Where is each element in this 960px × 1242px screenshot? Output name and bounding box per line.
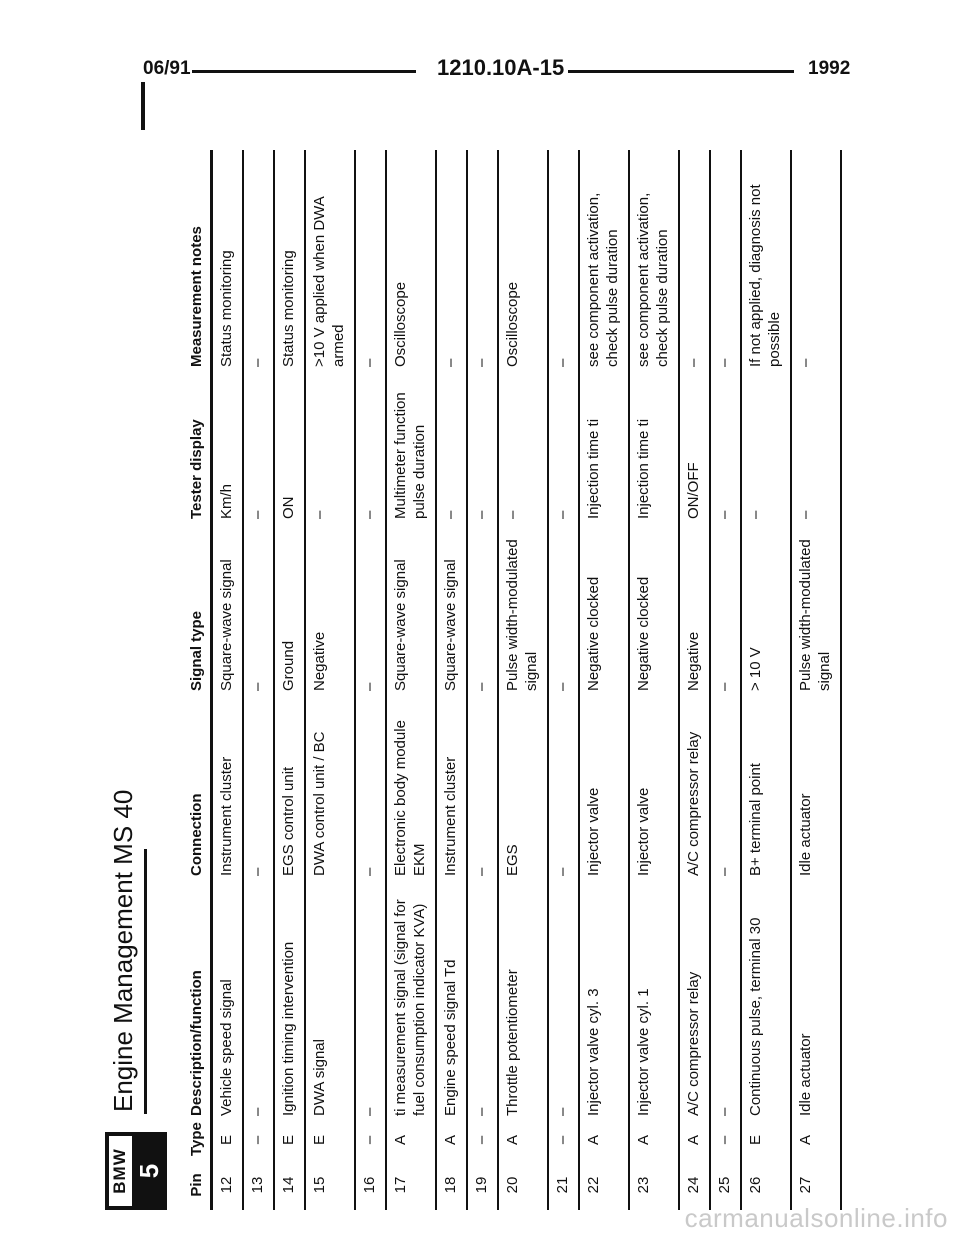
cell-pin: 27: [791, 1160, 841, 1210]
table-row: [791, 150, 841, 1210]
cell-description: Injector valve cyl. 1: [629, 880, 679, 1120]
cell-measurement-notes: –: [243, 150, 274, 371]
cell-measurement-notes: –: [436, 150, 467, 371]
cell-type: –: [355, 1120, 386, 1160]
cell-tester-display: Injection time ti: [629, 371, 679, 523]
cell-description: –: [710, 880, 741, 1120]
header-doc-code: 1210.10A-15: [437, 55, 565, 80]
cell-tester-display: Km/h: [212, 371, 244, 523]
cell-connection: Idle actuator: [791, 695, 841, 880]
cell-pin: 15: [305, 1160, 355, 1210]
cell-description: ti measurement signal (signal for fuel consumption indicator KVA): [386, 880, 436, 1120]
col-header-description: Description/function: [185, 880, 212, 1120]
cell-type: –: [467, 1120, 498, 1160]
cell-description: Engine speed signal Td: [436, 880, 467, 1120]
cell-measurement-notes: –: [791, 150, 841, 371]
cell-measurement-notes: see component activation, check pulse duration: [579, 150, 629, 371]
page-header: [0, 0, 960, 110]
cell-tester-display: –: [355, 371, 386, 523]
cell-type: A: [629, 1120, 679, 1160]
cell-measurement-notes: –: [467, 150, 498, 371]
table-row: [710, 150, 741, 1210]
cell-pin: 22: [579, 1160, 629, 1210]
cell-tester-display: –: [305, 371, 355, 523]
cell-signal-type: Negative clocked: [629, 523, 679, 695]
cell-tester-display: –: [467, 371, 498, 523]
cell-description: Injector valve cyl. 3: [579, 880, 629, 1120]
cell-pin: 25: [710, 1160, 741, 1210]
cell-tester-display: ON/OFF: [679, 371, 710, 523]
cell-signal-type: –: [710, 523, 741, 695]
cell-measurement-notes: Status monitoring: [274, 150, 305, 371]
cell-tester-display: –: [791, 371, 841, 523]
cell-connection: –: [243, 695, 274, 880]
cell-signal-type: Pulse width-modulated signal: [791, 523, 841, 695]
table-row: [274, 150, 305, 1210]
bmw-series-logo: [105, 1132, 167, 1210]
cell-measurement-notes: –: [679, 150, 710, 371]
cell-description: Ignition timing intervention: [274, 880, 305, 1120]
table-row: [305, 150, 355, 1210]
table-row: [243, 150, 274, 1210]
cell-connection: –: [355, 695, 386, 880]
cell-connection: Injector valve: [579, 695, 629, 880]
table-row: [629, 150, 679, 1210]
cell-pin: 12: [212, 1160, 244, 1210]
cell-description: Idle actuator: [791, 880, 841, 1120]
cell-type: A: [791, 1120, 841, 1160]
cell-signal-type: Ground: [274, 523, 305, 695]
title-underline: [144, 849, 147, 1114]
cell-description: Continuous pulse, terminal 30: [741, 880, 791, 1120]
cell-pin: 26: [741, 1160, 791, 1210]
col-header-signal-type: Signal type: [185, 523, 212, 695]
col-header-tester-display: Tester display: [185, 371, 212, 523]
cell-connection: EGS: [498, 695, 548, 880]
cell-pin: 14: [274, 1160, 305, 1210]
col-header-measurement-notes: Measurement notes: [185, 150, 212, 371]
cell-signal-type: Square-wave signal: [386, 523, 436, 695]
cell-measurement-notes: see component activation, check pulse duration: [629, 150, 679, 371]
cell-description: Throttle potentiometer: [498, 880, 548, 1120]
cell-connection: Electronic body module EKM: [386, 695, 436, 880]
cell-signal-type: –: [243, 523, 274, 695]
table-row: [467, 150, 498, 1210]
cell-measurement-notes: If not applied, diagnosis not possible: [741, 150, 791, 371]
cell-measurement-notes: –: [548, 150, 579, 371]
table-row: [386, 150, 436, 1210]
cell-description: –: [548, 880, 579, 1120]
margin-bar: [141, 82, 145, 130]
cell-pin: 20: [498, 1160, 548, 1210]
watermark-text: carmanualsonline.info: [684, 1203, 948, 1233]
cell-connection: EGS control unit: [274, 695, 305, 880]
cell-type: E: [212, 1120, 244, 1160]
cell-type: A: [436, 1120, 467, 1160]
cell-signal-type: –: [467, 523, 498, 695]
cell-connection: A/C compressor relay: [679, 695, 710, 880]
cell-connection: B+ terminal point: [741, 695, 791, 880]
rotated-page: [100, 130, 833, 1210]
cell-pin: 16: [355, 1160, 386, 1210]
cell-description: A/C compressor relay: [679, 880, 710, 1120]
cell-type: A: [679, 1120, 710, 1160]
cell-signal-type: > 10 V: [741, 523, 791, 695]
cell-description: –: [243, 880, 274, 1120]
cell-type: A: [386, 1120, 436, 1160]
table-row: [498, 150, 548, 1210]
cell-type: A: [579, 1120, 629, 1160]
cell-tester-display: –: [436, 371, 467, 523]
cell-signal-type: Pulse width-modulated signal: [498, 523, 548, 695]
cell-connection: Injector valve: [629, 695, 679, 880]
cell-type: E: [741, 1120, 791, 1160]
cell-pin: 13: [243, 1160, 274, 1210]
cell-connection: –: [548, 695, 579, 880]
cell-type: E: [274, 1120, 305, 1160]
cell-tester-display: Multimeter function pulse duration: [386, 371, 436, 523]
cell-measurement-notes: >10 V applied when DWA armed: [305, 150, 355, 371]
page-title: Engine Management MS 40: [108, 789, 138, 1112]
col-header-pin: Pin: [185, 1160, 212, 1210]
header-rule-right: [568, 70, 794, 73]
cell-tester-display: –: [243, 371, 274, 523]
cell-description: Vehicle speed signal: [212, 880, 244, 1120]
cell-pin: 21: [548, 1160, 579, 1210]
cell-tester-display: –: [548, 371, 579, 523]
header-rule-left: [192, 70, 416, 73]
table-row: [579, 150, 629, 1210]
cell-measurement-notes: Status monitoring: [212, 150, 244, 371]
cell-connection: –: [710, 695, 741, 880]
table-row: [212, 150, 244, 1210]
table-row: [355, 150, 386, 1210]
cell-type: A: [498, 1120, 548, 1160]
cell-measurement-notes: –: [355, 150, 386, 371]
cell-type: –: [548, 1120, 579, 1160]
cell-type: E: [305, 1120, 355, 1160]
cell-pin: 19: [467, 1160, 498, 1210]
cell-tester-display: Injection time ti: [579, 371, 629, 523]
cell-tester-display: –: [741, 371, 791, 523]
table-body: [212, 150, 842, 1210]
logo-brand: BMW: [109, 1136, 135, 1206]
cell-tester-display: –: [710, 371, 741, 523]
cell-signal-type: Negative clocked: [579, 523, 629, 695]
cell-signal-type: Square-wave signal: [436, 523, 467, 695]
col-header-connection: Connection: [185, 695, 212, 880]
cell-pin: 18: [436, 1160, 467, 1210]
cell-signal-type: Negative: [679, 523, 710, 695]
cell-type: –: [710, 1120, 741, 1160]
table-row: [548, 150, 579, 1210]
cell-description: –: [355, 880, 386, 1120]
header-year: 1992: [808, 58, 851, 79]
cell-tester-display: –: [498, 371, 548, 523]
col-header-type: Type: [185, 1120, 212, 1160]
cell-signal-type: –: [548, 523, 579, 695]
cell-measurement-notes: –: [710, 150, 741, 371]
cell-connection: DWA control unit / BC: [305, 695, 355, 880]
cell-connection: –: [467, 695, 498, 880]
table-row: [679, 150, 710, 1210]
header-date: 06/91: [143, 58, 191, 79]
pin-table: [185, 150, 842, 1210]
logo-series: 5: [135, 1136, 163, 1206]
table-row: [741, 150, 791, 1210]
cell-pin: 24: [679, 1160, 710, 1210]
cell-signal-type: Negative: [305, 523, 355, 695]
table-header-row: [185, 150, 212, 1210]
cell-signal-type: –: [355, 523, 386, 695]
cell-signal-type: Square-wave signal: [212, 523, 244, 695]
cell-measurement-notes: Oscilloscope: [386, 150, 436, 371]
cell-description: DWA signal: [305, 880, 355, 1120]
cell-type: –: [243, 1120, 274, 1160]
table-row: [436, 150, 467, 1210]
cell-measurement-notes: Oscilloscope: [498, 150, 548, 371]
cell-connection: Instrument cluster: [212, 695, 244, 880]
cell-pin: 17: [386, 1160, 436, 1210]
cell-pin: 23: [629, 1160, 679, 1210]
cell-description: –: [467, 880, 498, 1120]
cell-connection: Instrument cluster: [436, 695, 467, 880]
cell-tester-display: ON: [274, 371, 305, 523]
